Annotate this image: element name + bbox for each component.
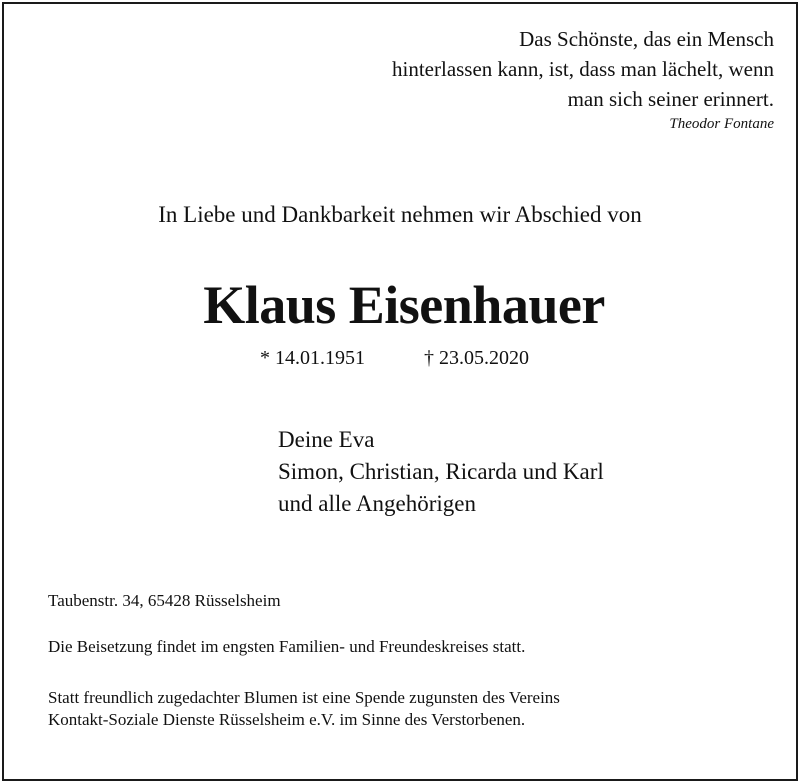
deceased-name: Klaus Eisenhauer [203,275,605,335]
epigraph-author: Theodor Fontane [669,116,774,132]
donation-note [48,687,560,731]
mourner-line: und alle Angehörigen [278,491,477,516]
burial-note: Die Beisetzung findet im engsten Familien- und Freundeskreises statt. [48,637,526,656]
mourner-line: Simon, Christian, Ricarda und Karl [278,459,604,484]
epigraph-line: man sich seiner erinnert. [567,87,774,111]
epigraph [392,24,774,134]
epigraph-line: Das Schönste, das ein Mensch [519,27,774,51]
death-date: † 23.05.2020 [424,347,529,369]
birth-date: * 14.01.1951 [260,347,365,369]
donation-line: Statt freundlich zugedachter Blumen ist eine Spende zugunsten des Vereins [48,688,560,707]
notice-frame [2,2,798,781]
donation-line: Kontakt-Soziale Dienste Rüsselsheim e.V. im Sinne des Verstorbenen. [48,710,526,729]
address: Taubenstr. 34, 65428 Rüsselsheim [48,591,281,610]
mourners-list [278,424,604,520]
mourner-line: Deine Eva [278,427,375,452]
intro-text: In Liebe und Dankbarkeit nehmen wir Abschied von [158,202,642,227]
epigraph-line: hinterlassen kann, ist, dass man lächelt, wenn [392,57,774,81]
